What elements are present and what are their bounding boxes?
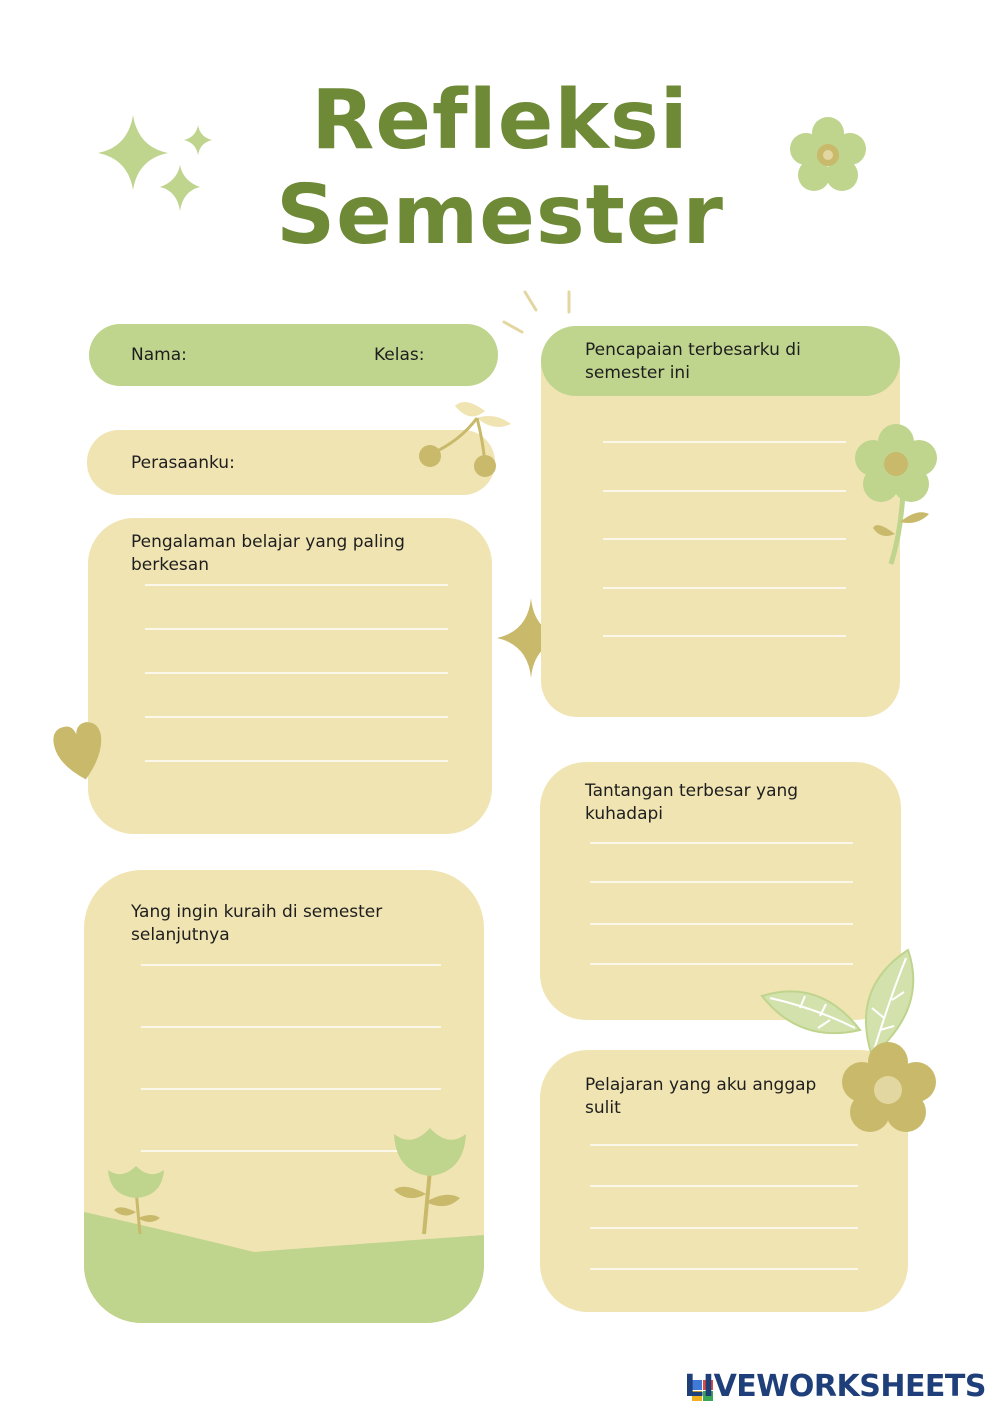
writing-line[interactable] [603, 635, 846, 637]
ingin-kuraih-label: Yang ingin kuraih di semester selanjutnya [131, 902, 383, 945]
writing-line[interactable] [590, 1144, 858, 1146]
flower-icon [786, 115, 870, 195]
pengalaman-label: Pengalaman belajar yang paling berkesan [131, 532, 405, 575]
writing-line[interactable] [145, 716, 448, 718]
nama-label: Nama: [131, 345, 187, 365]
writing-line[interactable] [141, 1150, 401, 1152]
pencapaian-label: Pencapaian terbesarku di semester ini [585, 340, 801, 383]
title-line-1: Refleksi [311, 73, 689, 168]
pelajaran-sulit-label: Pelajaran yang aku anggap sulit [585, 1075, 817, 1118]
writing-line[interactable] [590, 1268, 858, 1270]
tulip-icon [390, 1124, 470, 1236]
tantangan-label: Tantangan terbesar yang kuhadapi [585, 781, 799, 824]
writing-line[interactable] [141, 964, 441, 966]
writing-line[interactable] [603, 441, 846, 443]
sparkle-icon [98, 115, 218, 215]
writing-line[interactable] [590, 1227, 858, 1229]
flower-icon [840, 1040, 940, 1136]
title-line-2: Semester [276, 168, 724, 263]
writing-line[interactable] [603, 587, 846, 589]
writing-line[interactable] [145, 760, 448, 762]
heart-icon [54, 722, 106, 782]
writing-line[interactable] [590, 842, 853, 844]
tulip-icon [104, 1160, 168, 1240]
writing-line[interactable] [603, 538, 846, 540]
writing-line[interactable] [145, 584, 448, 586]
writing-line[interactable] [590, 923, 853, 925]
writing-line[interactable] [145, 628, 448, 630]
writing-line[interactable] [145, 672, 448, 674]
writing-line[interactable] [590, 881, 853, 883]
flower-icon [855, 422, 939, 568]
writing-line[interactable] [603, 490, 846, 492]
liveworksheets-brand: LIVEWORKSHEETS [684, 1369, 986, 1404]
writing-line[interactable] [141, 1088, 441, 1090]
writing-line[interactable] [590, 1185, 858, 1187]
perasaan-label: Perasaanku: [131, 453, 235, 473]
writing-line[interactable] [141, 1026, 441, 1028]
kelas-label: Kelas: [374, 345, 425, 365]
cherry-icon [415, 396, 515, 486]
